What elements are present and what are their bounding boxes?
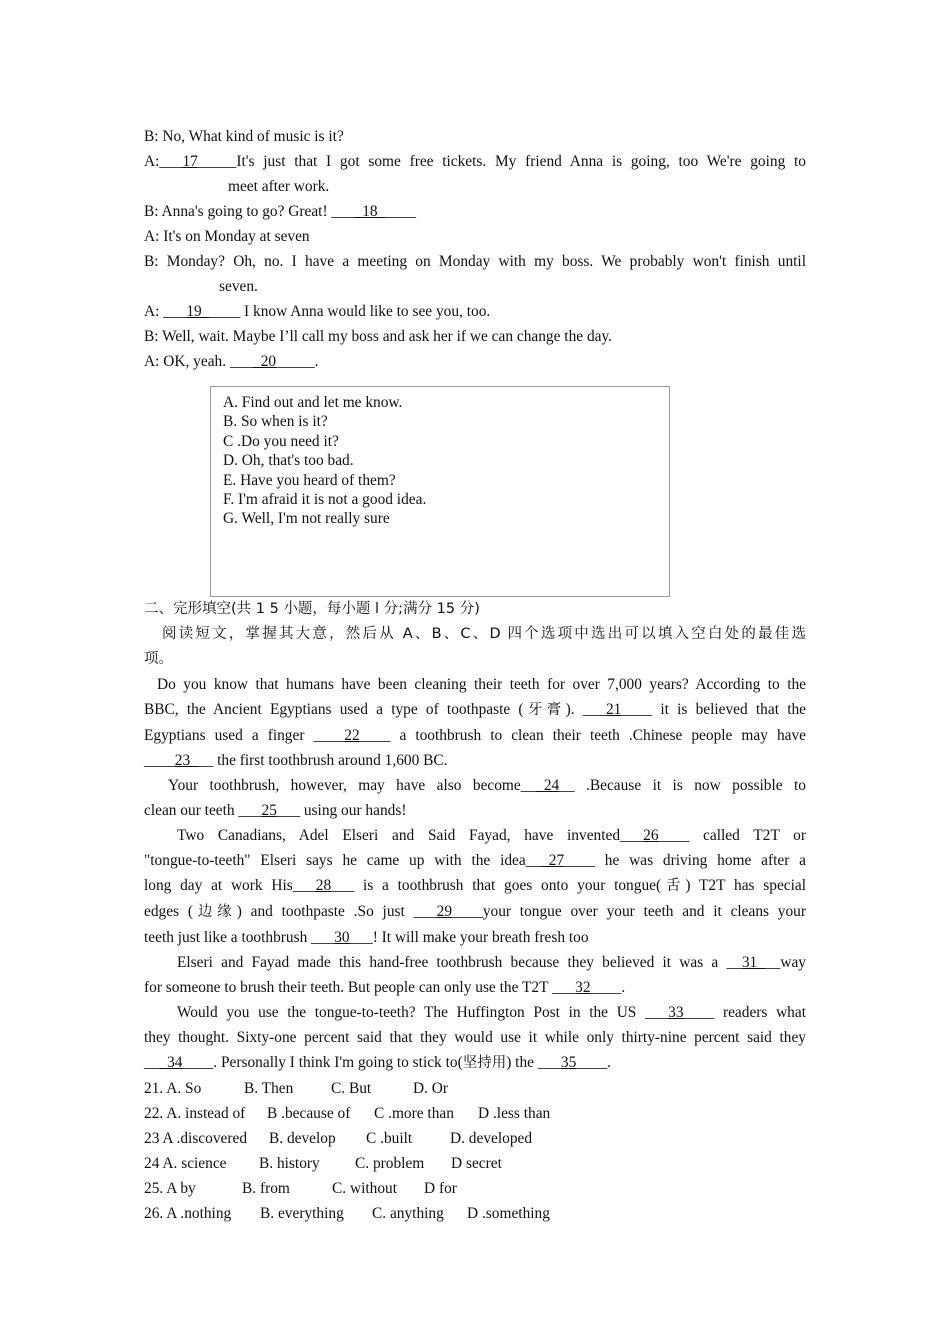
option-b: B. So when is it?: [223, 413, 328, 431]
blank-17: 17: [182, 153, 198, 170]
section-instruction-cont: 项。: [144, 651, 173, 667]
blank-20: _20: [253, 353, 277, 370]
dialogue-line-a1-cont: meet after work.: [228, 178, 330, 195]
blank-30: 30: [334, 929, 350, 946]
blank-34: _34: [159, 1054, 183, 1071]
passage-p3-line4: edges (边缘) and toothpaste .So just ___29____your tongue over your teeth and it cleans your: [144, 903, 807, 920]
option-a: A. Find out and let me know.: [223, 394, 403, 411]
dialogue-line-b1: B: No, What kind of music is it?: [144, 128, 344, 145]
passage-p3-line1: Two Canadians, Adel Elseri and Said Fayad, have invented___26____ called T2T or: [177, 827, 807, 844]
option-e: E. Have you heard of them?: [223, 471, 396, 489]
passage-p3-line3: long day at work His___28___ is a toothbrush that goes onto your tongue(舌) T2T has special: [144, 877, 806, 894]
blank-24: _24: [536, 777, 560, 794]
question-21: 21. A. So B. Then C. But D. Or: [144, 1080, 449, 1097]
blank-23: 23_: [174, 752, 198, 769]
blank-28: 28: [315, 877, 332, 894]
blank-33: 33: [668, 1004, 684, 1021]
option-d: D. Oh, that's too bad.: [223, 452, 354, 470]
dialogue-line-b3: B: Monday? Oh, no. I have a meeting on Monday with my boss. We probably won't finish until: [144, 253, 806, 270]
blank-31: 31_: [741, 954, 765, 971]
passage-p2-line2: clean our teeth ___25___ using our hands!: [144, 802, 407, 819]
blank-35: 35: [560, 1054, 577, 1071]
passage-p5-line1: Would you use the tongue-to-teeth? The Huffington Post in the US ___33____ readers what: [177, 1004, 806, 1021]
passage-p1-line3: Egyptians used a finger ____22____ a toothbrush to clean their teeth .Chinese people may have: [144, 727, 806, 744]
passage-p1-line4: ____23___ the first toothbrush around 1,600 BC.: [144, 752, 448, 769]
dialogue-line-a3: A: ___19_____ I know Anna would like to see you, too.: [144, 303, 491, 320]
passage-p5-line2: they thought. Sixty-one percent said that they would use it while only thirty-nine percent said they: [144, 1029, 806, 1046]
options-box: [210, 386, 670, 597]
passage-p2-line1: Your toothbrush, however, may have also become___24__ .Because it is now possible to: [168, 777, 807, 794]
question-24: 24 A. science B. history C. problem D secret: [144, 1155, 502, 1172]
blank-18: _18_: [354, 203, 386, 220]
section-instruction: 阅读短文，掌握其大意，然后从 A、B、C、D 四个选项中选出可以填入空白处的最佳选: [162, 626, 806, 642]
dialogue-line-b2: B: Anna's going to go? Great! ____18_____: [144, 203, 417, 220]
blank-19: 19_: [186, 303, 210, 320]
dialogue-line-a4: A: OK, yeah. ____20_____.: [144, 353, 319, 370]
blank-22: 22: [344, 727, 360, 744]
blank-32: 32: [575, 979, 591, 996]
blank-26: 26: [643, 827, 659, 844]
dialogue-line-b3-cont: seven.: [219, 278, 258, 295]
passage-p4-line2: for someone to brush their teeth. But people can only use the T2T ___32____.: [144, 979, 626, 996]
dialogue-line-a2: A: It's on Monday at seven: [144, 228, 310, 245]
exam-page: [144, 124, 806, 1226]
question-22: 22. A. instead of B .because of C .more than D .less than: [144, 1105, 551, 1122]
section-title: 二、完形填空(共 1 5 小题，每小题 l 分;满分 15 分): [144, 601, 480, 617]
passage-p3-line2: "tongue-to-teeth" Elseri says he came up with the idea___27____ he was driving home after a: [144, 852, 806, 869]
option-c: C .Do you need it?: [223, 432, 339, 450]
passage-p3-line5: teeth just like a toothbrush ___30___! It will make your breath fresh too: [144, 929, 589, 946]
question-25: 25. A by B. from C. without D for: [144, 1180, 457, 1197]
passage-p4-line1: Elseri and Fayad made this hand-free toothbrush because they believed it was a __31___way: [177, 954, 806, 971]
blank-25: 25: [261, 802, 277, 819]
option-g: G. Well, I'm not really sure: [223, 510, 390, 528]
passage-p5-line3: ___34____. Personally I think I'm going to stick to(坚持用) the ___35____.: [144, 1054, 611, 1071]
blank-21: 21: [605, 701, 622, 718]
option-f: F. I'm afraid it is not a good idea.: [223, 491, 427, 509]
blank-29: 29: [436, 903, 453, 920]
question-23: 23 A .discovered B. develop C .built D. developed: [144, 1130, 533, 1147]
dialogue-line-b4: B: Well, wait. Maybe I’ll call my boss and ask her if we can change the day.: [144, 328, 613, 345]
passage-p1-line1: Do you know that humans have been cleaning their teeth for over 7,000 years? According to the: [157, 676, 806, 693]
dialogue-line-a1: A:___17_____It's just that I got some free tickets. My friend Anna is going, too We're going to: [144, 153, 806, 170]
blank-27: _27: [541, 852, 565, 869]
passage-p1-line2: BBC, the Ancient Egyptians used a type of toothpaste (牙膏). ___21____ it is believed that the: [144, 701, 807, 718]
question-26: 26. A .nothing B. everything C. anything D .something: [144, 1205, 550, 1222]
